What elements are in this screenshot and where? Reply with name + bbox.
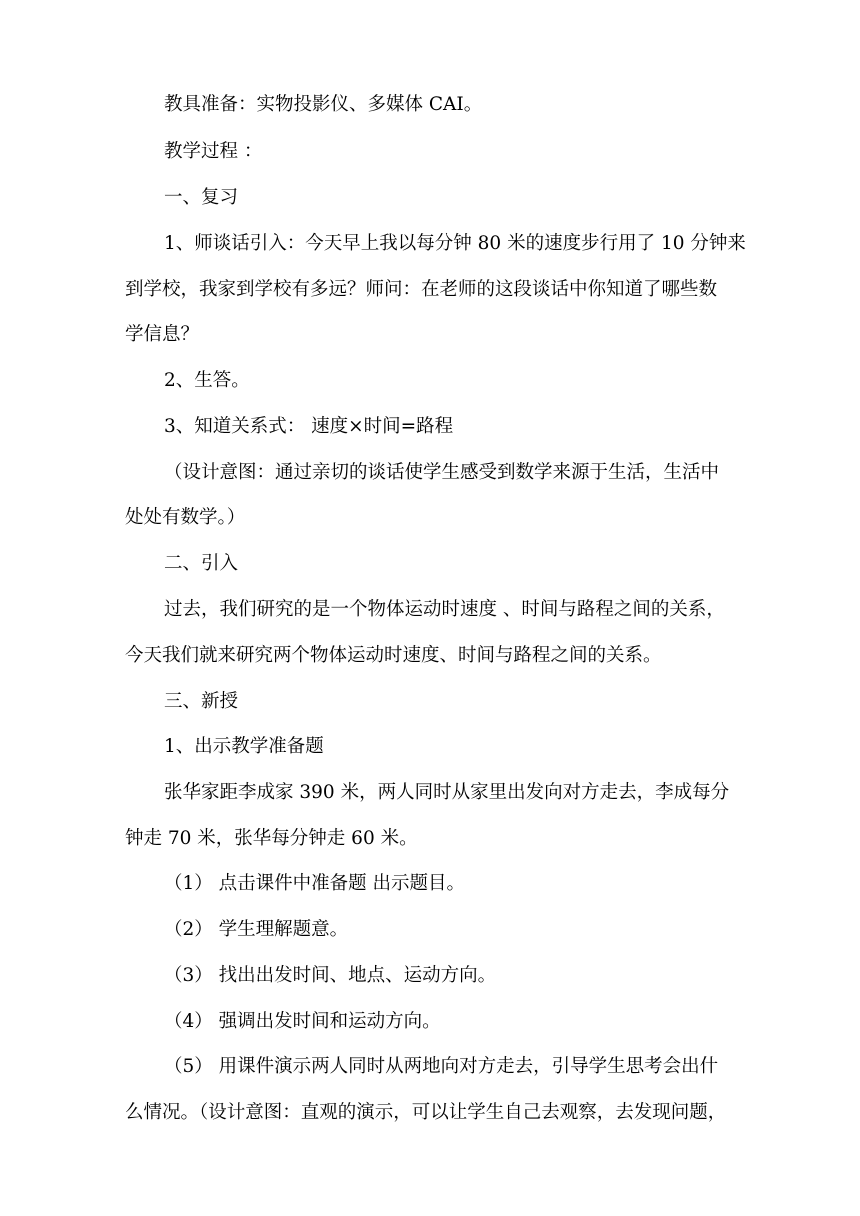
step-4: （4） 强调出发时间和运动方向。 — [164, 1011, 441, 1032]
step-1: （1） 点击课件中准备题 出示题目。 — [164, 873, 466, 894]
teaching-process-heading: 教学过程 ： — [164, 141, 263, 162]
step-3: （3） 找出出发时间、地点、运动方向。 — [164, 965, 497, 986]
teaching-aids-line: 教具准备：实物投影仪、多媒体 CAI。 — [164, 94, 483, 115]
review-item-1-line-1: 1、师谈话引入：今天早上我以每分钟 80 米的速度步行用了 10 分钟来 — [164, 233, 746, 254]
problem-statement-line-2: 钟走 70 米，张华每分钟走 60 米。 — [125, 828, 418, 849]
intro-paragraph-line-1: 过去，我们研究的是一个物体运动时速度 、时间与路程之间的关系， — [164, 599, 725, 620]
step-5-line-1: （5） 用课件演示两人同时从两地向对方走去，引导学生思考会出什 — [164, 1056, 719, 1077]
section-intro-heading: 二、引入 — [164, 553, 239, 574]
section-new-lesson-heading: 三、新授 — [164, 691, 239, 712]
design-intent-1-line-2: 处处有数学。） — [125, 507, 246, 528]
section-review-heading: 一、复习 — [164, 187, 239, 208]
step-2: （2） 学生理解题意。 — [164, 919, 349, 940]
intro-paragraph-line-2: 今天我们就来研究两个物体运动时速度、时间与路程之间的关系。 — [125, 645, 662, 666]
review-item-3: 3、知道关系式： 速度×时间=路程 — [164, 416, 454, 437]
design-intent-1-line-1: （设计意图：通过亲切的谈话使学生感受到数学来源于生活，生活中 — [164, 462, 720, 483]
review-item-1-line-3: 学信息？ — [125, 324, 200, 345]
step-5-line-2: 么情况。（设计意图：直观的演示，可以让学生自己去观察，去发现问题， — [125, 1102, 727, 1123]
review-item-1-line-2: 到学校，我家到学校有多远？师问：在老师的这段谈话中你知道了哪些数 — [125, 279, 718, 300]
problem-statement-line-1: 张华家距李成家 390 米，两人同时从家里出发向对方走去，李成每分 — [164, 782, 730, 803]
review-item-2: 2、生答。 — [164, 370, 250, 391]
new-lesson-item-1: 1、出示教学准备题 — [164, 736, 324, 757]
